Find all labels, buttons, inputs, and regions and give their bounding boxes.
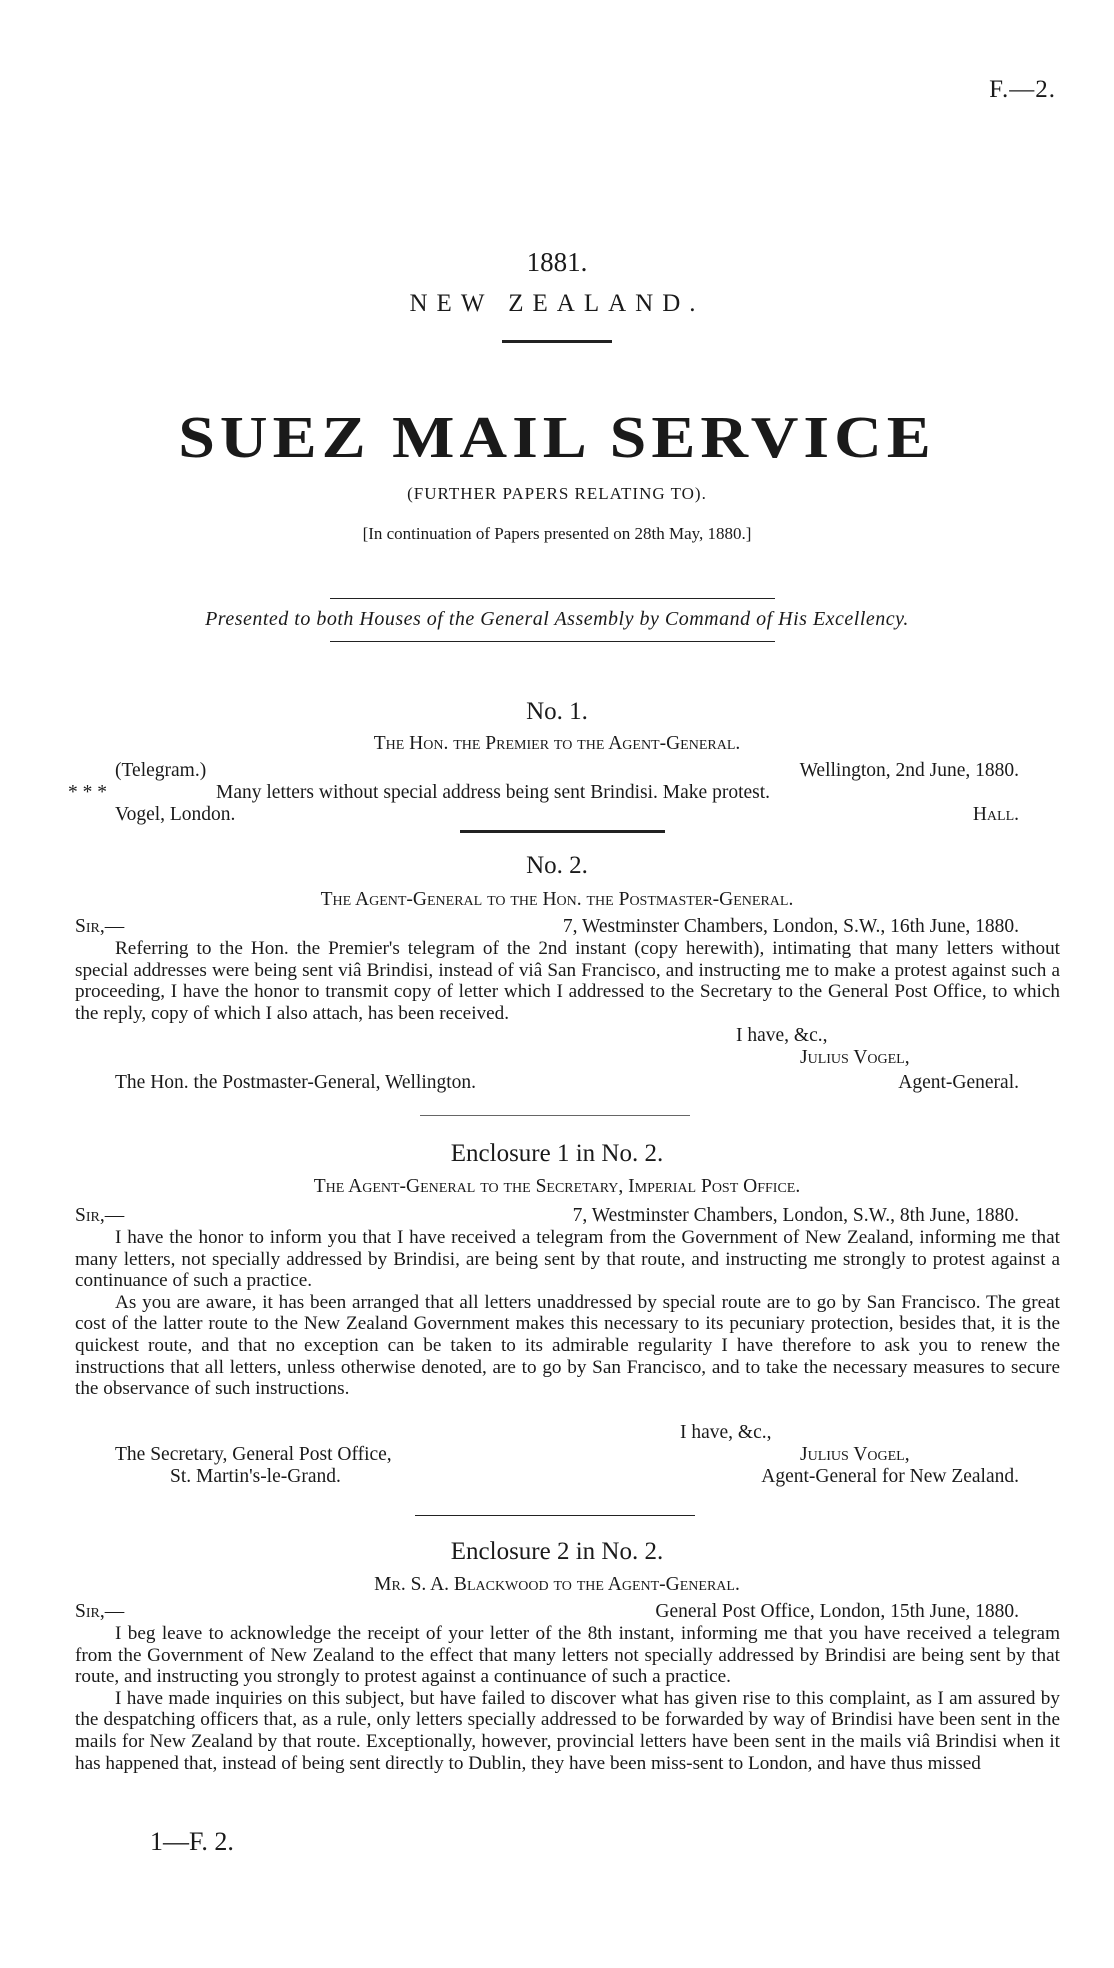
enc2-place-date: General Post Office, London, 15th June, 1880. (655, 1601, 1019, 1622)
enc1-signer-title: Agent-General for New Zealand. (761, 1466, 1019, 1487)
document-title: SUEZ MAIL SERVICE (178, 404, 936, 471)
no2-addressee: The Hon. the Postmaster-General, Wellington. (115, 1072, 477, 1093)
no2-body (75, 938, 1060, 1024)
no2-place-date: 7, Westminster Chambers, London, S.W., 16th June, 1880. (562, 916, 1019, 937)
no1-address: Vogel, London. (115, 804, 236, 825)
enc1-body (75, 1227, 1060, 1400)
year: 1881. (526, 247, 588, 277)
no1-type: (Telegram.) (115, 760, 207, 781)
no2-heading: No. 2. (526, 852, 588, 879)
no1-message: Many letters without special address being sent Brindisi. Make protest. (216, 782, 771, 803)
enc1-paragraph-2: As you are aware, it has been arranged that all letters unaddressed by special route are to go by San Francisco. The great cost of the latter route to the New Zealand Government makes this necessary to its pecuniary protection, besides that, it is the quickest route, and that no exception can be taken to its admirable regularity I have therefore to ask you to renew the instructions that all letters, unless otherwise denoted, are to go by San Francisco, and to take the necessary measures to secure the observance of such instructions. (75, 1291, 1060, 1400)
enc1-signer: Julius Vogel, (800, 1444, 910, 1465)
enc2-heading: Enclosure 2 in No. 2. (450, 1538, 664, 1565)
enc2-from-to: Mr. S. A. Blackwood to the Agent-General. (374, 1574, 740, 1595)
enc1-rule (415, 1515, 695, 1516)
enc2-paragraph-1: I beg leave to acknowledge the receipt of your letter of the 8th instant, informing me that you have received a telegram from the Government of New Zealand to the effect that many letters not specially addressed by Brindisi are being sent by that route, and instructing you strongly to protest against a continuance of such a practice. (75, 1623, 1060, 1688)
enc2-salutation: Sir,— (75, 1601, 125, 1622)
enc1-salutation: Sir,— (75, 1205, 125, 1226)
enc1-addressee-1: The Secretary, General Post Office, (115, 1444, 392, 1465)
presented-top-rule (330, 598, 775, 599)
no2-salutation: Sir,— (75, 916, 125, 937)
no1-stars: * * * (68, 782, 107, 803)
no2-body-paragraph: Referring to the Hon. the Premier's telegram of the 2nd instant (copy herewith), intimating that many letters without special addresses were being sent viâ Brindisi, instead of viâ San Francisco, and instructing me to make a protest against such a proceeding, I have the honor to transmit copy of letter which I addressed to the Secretary to the General Post Office, to which the reply, copy of which I also attach, has been received. (75, 938, 1060, 1024)
no2-signer-title: Agent-General. (898, 1072, 1019, 1093)
no2-rule (420, 1115, 690, 1116)
presented-line: Presented to both Houses of the General Assembly by Command of His Excellency. (205, 608, 909, 630)
no1-from-to: The Hon. the Premier to the Agent-General. (373, 733, 741, 754)
enc1-place-date: 7, Westminster Chambers, London, S.W., 8th June, 1880. (572, 1205, 1019, 1226)
enc1-paragraph-1: I have the honor to inform you that I have received a telegram from the Government of New Zealand, informing me that many letters, not specially addressed by Brindisi, are being sent by that route, and instructing me strongly to protest against a continuance of such a practice. (75, 1227, 1060, 1292)
document-subtitle: (FURTHER PAPERS RELATING TO). (407, 484, 707, 503)
no2-signer: Julius Vogel, (800, 1047, 910, 1068)
header-rule (502, 340, 612, 343)
no1-signature: Hall. (972, 804, 1019, 825)
enc1-heading: Enclosure 1 in No. 2. (450, 1140, 664, 1167)
page-footer-signature: 1—F. 2. (150, 1827, 234, 1856)
enc1-addressee-2: St. Martin's-le-Grand. (170, 1466, 341, 1487)
page-reference: F.—2. (989, 76, 1056, 103)
no2-closing: I have, &c., (736, 1025, 828, 1046)
enc1-from-to: The Agent-General to the Secretary, Imperial Post Office. (313, 1176, 801, 1197)
continuation-note: [In continuation of Papers presented on 28th May, 1880.] (362, 524, 752, 543)
enc2-paragraph-2: I have made inquiries on this subject, but have failed to discover what has given rise to this complaint, as I am assured by the despatching officers that, as a rule, only letters specially addressed to be forwarded by way of Brindisi have been sent in the mails for New Zealand by that route. Exceptionally, however, provincial letters have been sent in the mails viâ Brindisi when it has happened that, instead of being sent directly to Dublin, they have been miss-sent to London, and have thus missed (75, 1687, 1060, 1774)
no1-heading: No. 1. (526, 698, 588, 725)
no2-from-to: The Agent-General to the Hon. the Postmaster-General. (320, 889, 794, 910)
enc1-closing: I have, &c., (680, 1422, 772, 1443)
enc2-body (75, 1623, 1060, 1774)
country: NEW ZEALAND. (409, 290, 705, 317)
presented-bottom-rule (330, 641, 775, 642)
no1-rule (460, 830, 665, 833)
no1-place-date: Wellington, 2nd June, 1880. (799, 760, 1019, 781)
